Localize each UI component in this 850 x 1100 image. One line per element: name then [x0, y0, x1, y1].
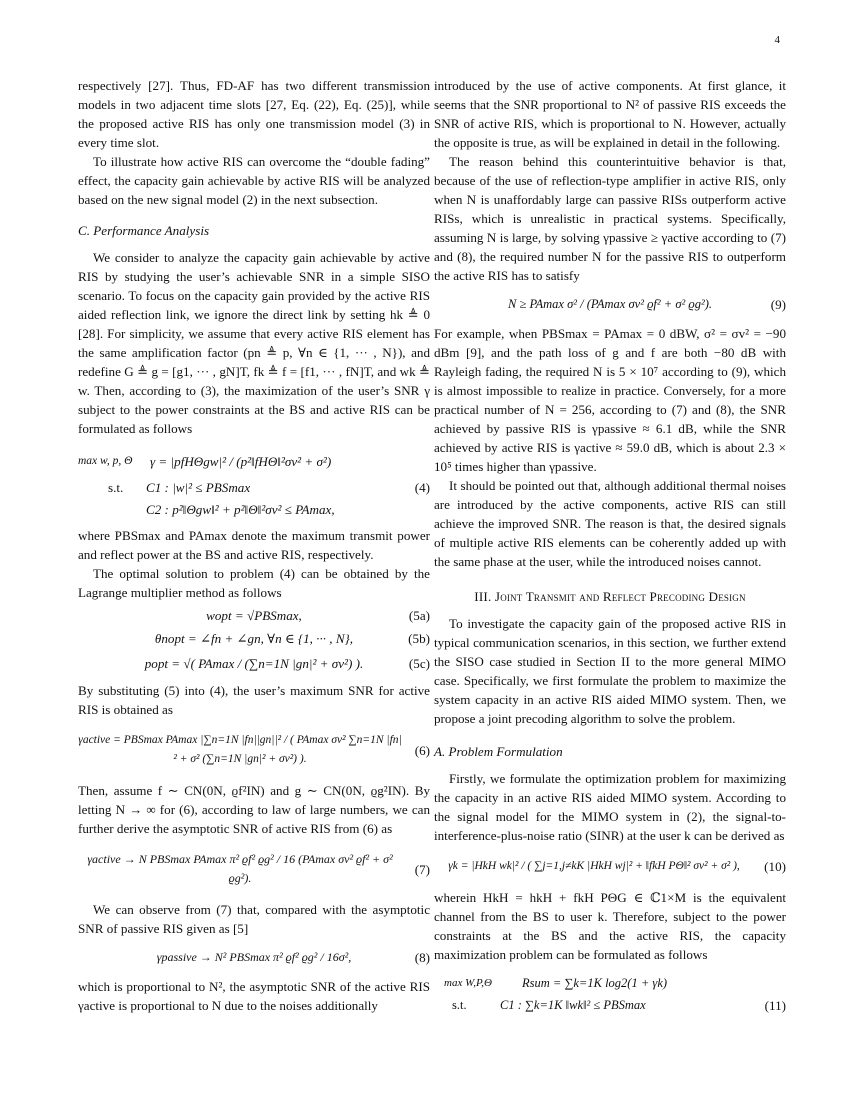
- equation-6: [78, 731, 430, 769]
- left-paragraph-5: The optimal solution to problem (4) can be obtained by the Lagrange multiplier method as follows: [78, 566, 430, 600]
- eq11-objective: Rsum = ∑k=1K log2(1 + γk): [522, 975, 668, 990]
- left-paragraph-1: respectively [27]. Thus, FD-AF has two different transmission models in two adjacent time slots [27, Eq. (22), Eq. (25)], while the proposed active RIS has only one transmission model (3) in every time slot.: [78, 78, 430, 150]
- right-column: [434, 76, 786, 1030]
- left-paragraph-3: We consider to analyze the capacity gain achievable by active RIS by studying the user’s achievable SNR in a simple SISO scenario. To focus on the capacity gain provided by the active RIS aided reflection link, we ignore the direct link by setting hk ≜ 0 [28]. For simplicity, we assume that every active RIS element has the same amplification factor (pn ≜ p, ∀n ∈ {1, ··· , N}), and redefine G ≜ g = [g1, ··· , gN]T, fk ≜ f = [f1, ··· , fN]T, and wk ≜ w. Then, according to (3), the maximization of the user’s SNR γ subject to the power constraints at the BS and active RIS can be formulated as follows: [78, 250, 430, 436]
- right-paragraph-1: introduced by the use of active components. At first glance, it seems that the SNR proportional to N² of passive RIS exceeds the SNR of active RIS, which is proportional to N. However, actually the opposite is true, as will be explained in detail in the following.: [434, 78, 786, 150]
- eq5b-number: (5b): [408, 631, 430, 646]
- eq4-constraint-2: C2 : p²‖Θgw‖² + p²‖Θ‖²σv² ≤ PAmax,: [146, 501, 335, 517]
- eq7-body: γactive → N PBSmax PAmax π² ϱf² ϱg² / 16 (PAmax σv² ϱf² + σ² ϱg²).: [87, 852, 393, 885]
- eq10-body: γk = |HkH wk|² / ( ∑j=1,j≠kK |HkH wj|² + ‖fkH PΘ‖² σv² + σ² ),: [448, 860, 740, 872]
- left-paragraph-9: which is proportional to N², the asymptotic SNR of the active RIS γactive is proportional to N due to the noises additionally: [78, 979, 430, 1013]
- eq5b-body: θnopt = ∠fn + ∠gn, ∀n ∈ {1, ··· , N},: [154, 631, 354, 646]
- eq6-number: (6): [414, 742, 430, 758]
- equation-5b: [78, 629, 430, 648]
- eq8-number: (8): [414, 950, 430, 965]
- eq5a-number: (5a): [408, 608, 430, 623]
- eq11-number: (11): [764, 997, 786, 1013]
- right-paragraph-3: For example, when PBSmax = PAmax = 0 dBW, σ² = σv² = −90 dBm [9], and the path loss of g and f are both −80 dB with Rayleigh fading, the required N is 5 × 10⁷ according to (9), which is almost impossible to realize in practice. Conversely, for a more practical number of N = 256, according to (7) and (8), the SNR achieved by passive RIS is γpassive ≈ 6.1 dB, while the SNR achieved by active RIS is γactive ≈ 59.0 dB, which is about 2.3 × 10⁵ times higher than γpassive.: [434, 326, 786, 474]
- left-paragraph-7: Then, assume f ∼ CN(0N, ϱf²IN) and g ∼ CN(0N, ϱg²IN). By letting N → ∞ for (6), according to law of large numbers, we can further derive the asymptotic SNR of active RIS from (6) as: [78, 783, 430, 836]
- equation-4: [78, 446, 430, 518]
- section-heading-c: C. Performance Analysis: [78, 223, 210, 238]
- equation-10: [434, 857, 786, 876]
- left-paragraph-8: We can observe from (7) that, compared with the asymptotic SNR of passive RIS given as [5]: [78, 902, 430, 936]
- left-paragraph-6: By substituting (5) into (4), the user’s maximum SNR for active RIS is obtained as: [78, 683, 430, 717]
- left-column: [78, 76, 430, 1015]
- eq11-st: s.t.: [452, 997, 467, 1012]
- eq11-constraint-1: C1 : ∑k=1K ‖wk‖² ≤ PBSmax: [500, 997, 646, 1012]
- equation-11: [434, 972, 786, 1022]
- right-paragraph-6: Firstly, we formulate the optimization problem for maximizing the capacity in an active RIS aided MIMO system. According to the signal model for the MIMO system in (2), the signal-to-interference-plus-noise ratio (SINR) at the user k can be derived as: [434, 771, 786, 843]
- right-paragraph-7: wherein HkH = hkH + fkH PΘG ∈ ℂ1×M is the equivalent channel from the BS to user k. Therefore, subject to the power constraints at the BS and the active RIS, the capacity maximization problem can be formulated as follows: [434, 890, 786, 962]
- right-paragraph-2: The reason behind this counterintuitive behavior is that, because of the use of reflection-type amplifier in active RIS, only when N is unaffordably large can passive RISs outperform active RISs, which is unrealistic in practical systems. Specifically, assuming N is large, by solving γpassive ≥ γactive according to (7) and (8), the required number N for the passive RIS to outperform the active RIS has to satisfy: [434, 154, 786, 283]
- eq8-body: γpassive → N² PBSmax π² ϱf² ϱg² / 16σ²,: [156, 950, 352, 964]
- eq4-optimize: max w, p, Θ: [78, 454, 133, 467]
- equation-5a: [78, 606, 430, 625]
- right-paragraph-5: To investigate the capacity gain of the proposed active RIS in typical communication scenarios, in this section, we further extend the SISO case studied in Section II to the more general MIMO case. Specifically, we first formulate the problem to maximize the system capacity in an active RIS aided MIMO system. Then, we propose a joint precoding algorithm to solve the problem.: [434, 616, 786, 726]
- equation-5c: [78, 654, 430, 673]
- eq4-constraint-1: C1 : |w|² ≤ PBSmax: [146, 479, 251, 495]
- eq4-objective: γ = |pfHΘgw|² / (p²‖fHΘ‖²σv² + σ²): [150, 453, 332, 469]
- eq4-number: (4): [414, 479, 430, 495]
- eq7-number: (7): [414, 861, 430, 877]
- eq5c-number: (5c): [408, 656, 430, 671]
- equation-7: [78, 850, 430, 888]
- page-number: 4: [774, 34, 780, 46]
- equation-9: [434, 295, 786, 314]
- eq9-body: N ≥ PAmax σ² / (PAmax σv² ϱf² + σ² ϱg²).: [508, 297, 712, 311]
- eq5c-body: popt = √( PAmax / (∑n=1N |gn|² + σv²) ).: [144, 656, 364, 671]
- eq5a-body: wopt = √PBSmax,: [206, 608, 302, 623]
- section-heading-iii: III. Joint Transmit and Reflect Precoding Design: [474, 589, 746, 604]
- eq6-body: γactive = PBSmax PAmax |∑n=1N |fn||gn||² / ( PAmax σv² ∑n=1N |fn|² + σ² (∑n=1N |gn|² + σv²) ).: [78, 734, 402, 765]
- equation-8: [78, 948, 430, 967]
- eq11-optimize: max W,P,Θ: [444, 976, 492, 989]
- right-paragraph-4: It should be pointed out that, although additional thermal noises are introduced by the active components, active RIS can still achieve the improved SNR. The reason is that, the desired signals of multiple active RIS elements can be coherently added up with the same phase at the user, while the introduced noises cannot.: [434, 478, 786, 569]
- eq10-number: (10): [764, 859, 786, 874]
- left-paragraph-4: where PBSmax and PAmax denote the maximum transmit power and reflect power at the BS and active RIS, respectively.: [78, 528, 430, 562]
- eq9-number: (9): [770, 297, 786, 312]
- section-heading-a: A. Problem Formulation: [434, 744, 563, 759]
- left-paragraph-2: To illustrate how active RIS can overcome the “double fading” effect, the capacity gain achievable by active RIS will be analyzed based on the new signal model (2) in the next subsection.: [78, 154, 430, 207]
- eq4-st: s.t.: [108, 479, 124, 495]
